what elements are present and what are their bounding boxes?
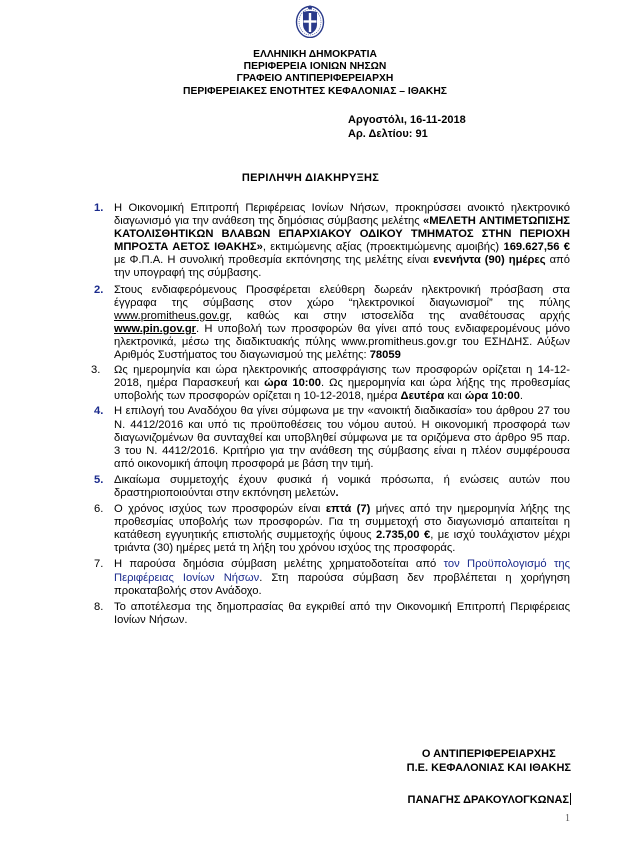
header-line-units: ΠΕΡΙΦΕΡΕΙΑΚΕΣ ΕΝΟΤΗΤΕΣ ΚΕΦΑΛΟΝΙΑΣ – ΙΘΑΚΗΣ (183, 85, 447, 97)
item-text: με Φ.Π.Α. Η συνολική προθεσμία εκπόνησης της μελέτης είναι (114, 254, 434, 267)
item-number: 2. (94, 283, 104, 296)
item-text: . (519, 390, 523, 403)
promitheus-link[interactable]: www.promitheus.gov.gr (114, 309, 229, 322)
item-number: 8. (94, 600, 104, 613)
document-header (150, 49, 480, 98)
item-text: μήνες από την ημερομηνία λήξης της προθεσμίας υποβολής των προσφορών. Για τη συμμετοχή στο διαγωνισμό απαιτείται η κατάθεση εγγυητικής επιστολής συμμετοχής ύψους (114, 503, 570, 542)
greek-emblem-icon (295, 4, 325, 38)
signatory-name: ΠΑΝΑΓΗΣ ΔΡΑΚΟΥΛΟΓΚΩΝΑΣ (407, 794, 569, 806)
header-line-office: ΓΡΑΦΕΙΟ ΑΝΤΙΠΕΡΙΦΕΡΕΙΑΡΧΗ (236, 73, 394, 85)
item-text: Το αποτέλεσμα της δημοπρασίας θα εγκριθεί από την Οικονομική Επιτροπή Περιφέρειας Ιονίων Νήσων. (114, 600, 570, 626)
item-text: Δικαίωμα συμμετοχής έχουν φυσικά ή νομικά πρόσωπα, ή ενώσεις αυτών που δραστηριοποιούνται στην εκπόνηση μελετών (114, 473, 570, 499)
item-text: , εκτιμώμενης αξίας (προεκτιμώμενης αμοιβής) (262, 241, 504, 254)
item-text: , με ισχύ τουλάχιστον μέχρι τριάντα (30) ημέρες μετά τη λήξη του χρόνου ισχύος της προσφοράς. (114, 529, 570, 555)
item-text: . Στη παρούσα σύμβαση δεν προβλέπεται η χορήγηση προκαταβολής στον Ανάδοχο. (114, 571, 570, 597)
notice-item-1 (94, 202, 570, 281)
document-date: Αργοστόλι, 16-11-2018 (348, 114, 466, 126)
signature-block (407, 748, 571, 775)
item-text: . Η υποβολή των προσφορών θα γίνει από τους ενδιαφερομένους μόνο ηλεκτρονικά, μέσω της διαδικτυακής πύλης www.promitheus.gov.gr του ΕΣΗΔΗΣ. Αύξων Αριθμός Συστήματος του διαγωνισμού της μελέτης: (114, 322, 570, 362)
pin-gov-link[interactable]: www.pin.gov.gr (114, 322, 197, 335)
item-text: . Ως ημερομηνία και ώρα λήξης της προθεσμίας υποβολής των προσφορών ορίζεται η 10-12-2018, ημέρα (114, 377, 570, 403)
item-number: 6. (94, 503, 104, 516)
validity-months: επτά (7) (325, 503, 371, 516)
signatory-role: Ο ΑΝΤΙΠΕΡΙΦΕΡΕΙΑΡΧΗΣ (421, 748, 556, 760)
header-line-republic: ΕΛΛΗΝΙΚΗ ΔΗΜΟΚΡΑΤΙΑ (253, 49, 377, 60)
project-title: «ΜΕΛΕΤΗ ΑΝΤΙΜΕΤΩΠΙΣΗΣ ΚΑΤΟΛΙΣΘΗΤΙΚΩΝ ΒΛΑΒΩΝ ΕΠΑΡΧΙΑΚΟΥ ΟΔΙΚΟΥ ΤΜΗΜΑΤΟΣ ΣΤΗΝ ΠΕΡΙΟΧΗ ΜΠΡΟΣΤΑ ΑΕΤΟΣ ΙΘΑΚΗΣ» (114, 215, 570, 254)
notice-items (91, 202, 571, 627)
notice-item-6 (94, 503, 570, 555)
notice-item-4 (94, 405, 570, 470)
signatory-name-block (408, 793, 571, 808)
text-cursor (570, 793, 571, 805)
item-text: από την υπογραφή της σύμβασης. (114, 254, 570, 280)
item-number: 3. (91, 364, 101, 377)
funding-source: τον Προϋπολογισμό της Περιφέρειας Ιονίων Νήσων (114, 558, 570, 584)
header-line-region: ΠΕΡΙΦΕΡΕΙΑ ΙΟΝΙΩΝ ΝΗΣΩΝ (243, 61, 387, 73)
item-number: 1. (94, 202, 104, 214)
opening-time: ώρα 10:00 (264, 377, 321, 390)
notice-item-3 (91, 364, 570, 403)
item-text: . (335, 486, 339, 499)
duration-days: ενενήντα (90) ημέρες (433, 254, 546, 267)
item-text: και (444, 390, 465, 403)
guarantee-amount: 2.735,00 € (375, 529, 431, 542)
system-number: 78059 (369, 349, 401, 362)
signatory-unit: Π.Ε. ΚΕΦΑΛΟΝΙΑΣ ΚΑΙ ΙΘΑΚΗΣ (406, 761, 571, 774)
document-meta (348, 114, 466, 141)
notice-item-7 (94, 558, 570, 597)
item-text: , καθώς και στην ιστοσελίδα της αναθέτουσας αρχής (228, 309, 570, 322)
page-number: 1 (565, 813, 570, 824)
item-text: Η Οικονομική Επιτροπή Περιφέρειας Ιονίων Νήσων, προκηρύσσει ανοικτό ηλεκτρονικό διαγωνισμό για την ανάθεση της δημόσιας σύμβασης μελέτης (114, 202, 570, 228)
deadline-time: ώρα 10:00 (464, 390, 520, 403)
item-number: 7. (94, 558, 104, 571)
item-text: Ως ημερομηνία και ώρα ηλεκτρονικής αποσφράγισης των προσφορών ορίζεται η 14-12-2018, ημέρα Παρασκευή και (114, 364, 570, 390)
bulletin-number: Αρ. Δελτίου: 91 (348, 127, 428, 140)
estimated-value: 169.627,56 € (503, 241, 571, 254)
item-text: Ο χρόνος ισχύος των προσφορών είναι (114, 503, 326, 516)
notice-item-2 (94, 284, 570, 363)
notice-item-5 (94, 474, 570, 500)
item-text: Η παρούσα δημόσια σύμβαση μελέτης χρηματοδοτείται από (114, 558, 444, 571)
item-number: 5. (94, 473, 104, 486)
item-text: Η επιλογή του Αναδόχου θα γίνει σύμφωνα με την «ανοικτή διαδικασία» του άρθρου 27 του Ν. 4412/2016 και υπό τις προϋποθέσεις του νόμου αυτού. Η οικονομική προσφορά των διαγωνιζομένων θα συνταχθεί και υποβληθεί σύμφωνα με τα οριζόμενα στο άρθρο 95 παρ. 3 του Ν. 4412/2016. Κριτήριο για την ανάθεση της σύμβασης είναι η πλέον συμφέρουσα από οικονομική άποψη προσφορά με βάση την τιμή. (114, 405, 570, 470)
item-text: Στους ενδιαφερόμενους Προσφέρεται ελεύθερη δωρεάν ηλεκτρονική πρόσβαση στα έγγραφα της σύμβασης στον χώρο “ηλεκτρονικοί διαγωνισμοί” της πύλης (114, 283, 570, 309)
item-number: 4. (94, 405, 104, 418)
document-title: ΠΕΡΙΛΗΨΗ ΔΙΑΚΗΡΥΞΗΣ (241, 172, 380, 184)
deadline-day: Δευτέρα (400, 390, 445, 403)
notice-item-8 (94, 601, 570, 627)
